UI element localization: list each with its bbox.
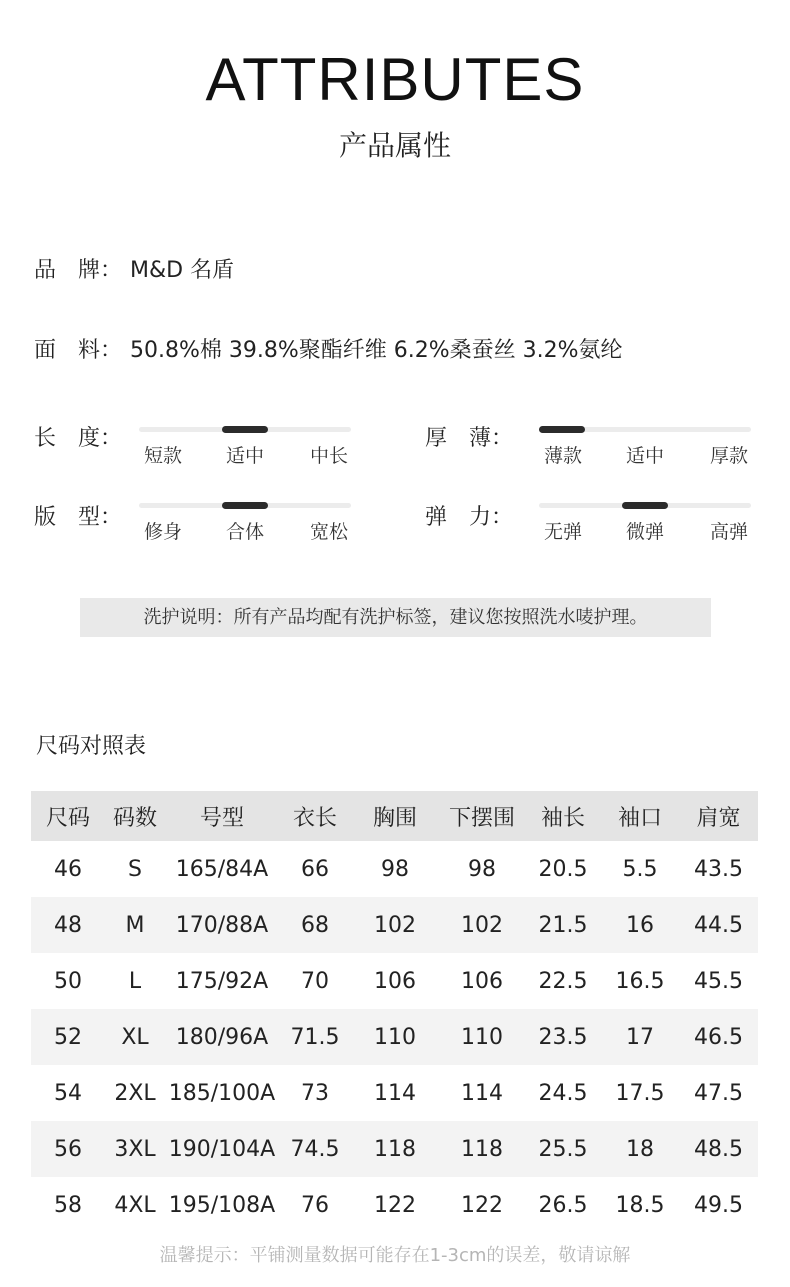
measurement-note: 温馨提示：平铺测量数据可能存在1-3cm的误差，敬请谅解: [159, 1245, 631, 1266]
column-header: 码数: [105, 791, 165, 841]
page-subtitle: 产品属性: [338, 129, 451, 162]
table-row: [31, 1177, 758, 1233]
table-cell: 4XL: [114, 1192, 156, 1218]
scale-track: [139, 503, 351, 508]
table-cell: 70: [301, 968, 329, 994]
table-cell: 165/84A: [175, 856, 269, 882]
scale-track: [139, 427, 351, 432]
table-cell: 106: [374, 968, 416, 994]
column-header: 下摆围: [439, 791, 525, 841]
table-cell: 68: [279, 897, 351, 953]
table-cell: 20.5: [538, 856, 588, 882]
size-table: [31, 791, 758, 1233]
care-instructions: 洗护说明：所有产品均配有洗护标签，建议您按照洗水唛护理。: [80, 598, 711, 637]
column-header: 袖口: [601, 791, 679, 841]
page-title: ATTRIBUTES: [205, 46, 585, 113]
table-cell: 185/100A: [168, 1080, 276, 1106]
table-cell: 48.5: [679, 1121, 758, 1177]
scale-label: 厚 薄：: [425, 426, 514, 451]
table-cell: 16.5: [615, 968, 665, 994]
column-header: 胸围: [351, 791, 439, 841]
table-cell: 49.5: [694, 1192, 743, 1218]
scale-option: 微弹: [625, 521, 664, 543]
table-cell: 56: [31, 1121, 105, 1177]
scale-indicator: [222, 426, 268, 433]
table-cell: 102: [351, 897, 439, 953]
table-cell: 76: [301, 1192, 329, 1218]
table-cell: 73: [301, 1080, 329, 1106]
table-cell: 110: [351, 1009, 439, 1065]
table-cell: 2XL: [114, 1080, 156, 1106]
table-cell: 18.5: [615, 1192, 665, 1218]
scale-option: 宽松: [309, 521, 348, 543]
table-row: [31, 953, 758, 1009]
table-cell: 24.5: [538, 1080, 588, 1106]
table-cell: 114: [374, 1080, 416, 1106]
fabric-value: 50.8%棉 39.8%聚酯纤维 6.2%桑蚕丝 3.2%氨纶: [130, 338, 623, 363]
scale-option: 适中: [225, 445, 264, 467]
table-cell: 58: [54, 1192, 82, 1218]
brand-label: 品 牌：: [34, 258, 123, 283]
table-cell: 21.5: [525, 897, 601, 953]
scale-track: [539, 503, 751, 508]
table-row: [31, 897, 758, 953]
table-cell: 106: [461, 968, 503, 994]
scale-option: 合体: [225, 521, 264, 543]
table-cell: 52: [31, 1009, 105, 1065]
table-cell: 54: [54, 1080, 82, 1106]
table-cell: 98: [381, 856, 409, 882]
table-cell: 25.5: [525, 1121, 601, 1177]
table-cell: 26.5: [538, 1192, 588, 1218]
scale-label: 长 度：: [34, 426, 123, 451]
table-cell: 22.5: [538, 968, 588, 994]
fabric-label: 面 料：: [34, 338, 123, 363]
table-cell: 5.5: [622, 856, 658, 882]
scale-option: 中长: [309, 445, 348, 467]
scale-option: 薄款: [543, 445, 582, 467]
table-cell: 23.5: [525, 1009, 601, 1065]
scale-option: 适中: [625, 445, 664, 467]
table-cell: 18: [601, 1121, 679, 1177]
table-row: [31, 1065, 758, 1121]
table-row: [31, 1121, 758, 1177]
table-cell: 3XL: [105, 1121, 165, 1177]
scale-option: 短款: [143, 445, 182, 467]
scale-indicator: [622, 502, 668, 509]
scale-indicator: [539, 426, 585, 433]
table-cell: 47.5: [694, 1080, 743, 1106]
brand-row: [34, 256, 234, 286]
table-cell: 114: [461, 1080, 503, 1106]
scale-option: 厚款: [709, 445, 748, 467]
table-cell: 48: [31, 897, 105, 953]
table-cell: 195/108A: [168, 1192, 276, 1218]
table-cell: M: [105, 897, 165, 953]
table-cell: 17.5: [615, 1080, 665, 1106]
brand-value: M&D 名盾: [130, 258, 235, 283]
table-cell: 45.5: [694, 968, 743, 994]
table-cell: L: [128, 968, 142, 994]
column-header: 袖长: [525, 791, 601, 841]
scale-track: [539, 427, 751, 432]
table-cell: 170/88A: [165, 897, 279, 953]
table-cell: 43.5: [694, 856, 743, 882]
table-cell: 44.5: [679, 897, 758, 953]
table-cell: S: [128, 856, 142, 882]
scale-option: 高弹: [709, 521, 748, 543]
table-cell: 98: [468, 856, 496, 882]
table-cell: 71.5: [279, 1009, 351, 1065]
column-header: 衣长: [279, 791, 351, 841]
column-header: 尺码: [31, 791, 105, 841]
scale-label: 弹 力：: [425, 505, 514, 530]
fabric-row: [34, 336, 623, 366]
size-table-title: 尺码对照表: [36, 734, 147, 759]
table-cell: 175/92A: [175, 968, 269, 994]
table-cell: 118: [351, 1121, 439, 1177]
table-row: [31, 841, 758, 897]
column-header: 肩宽: [679, 791, 758, 841]
table-cell: 17: [601, 1009, 679, 1065]
table-cell: 102: [439, 897, 525, 953]
scale-label: 版 型：: [34, 505, 123, 530]
table-cell: 66: [301, 856, 329, 882]
table-cell: 74.5: [279, 1121, 351, 1177]
table-cell: 118: [439, 1121, 525, 1177]
table-cell: 16: [601, 897, 679, 953]
table-cell: 180/96A: [165, 1009, 279, 1065]
column-header: 号型: [165, 791, 279, 841]
scale-indicator: [222, 502, 268, 509]
table-cell: 46: [54, 856, 82, 882]
scale-option: 修身: [143, 521, 182, 543]
table-cell: 110: [439, 1009, 525, 1065]
table-cell: 50: [54, 968, 82, 994]
scale-option: 无弹: [543, 521, 582, 543]
table-header-row: [31, 791, 758, 841]
table-cell: 122: [461, 1192, 503, 1218]
table-cell: 190/104A: [165, 1121, 279, 1177]
table-row: [31, 1009, 758, 1065]
table-cell: 46.5: [679, 1009, 758, 1065]
table-cell: 122: [374, 1192, 416, 1218]
table-cell: XL: [105, 1009, 165, 1065]
